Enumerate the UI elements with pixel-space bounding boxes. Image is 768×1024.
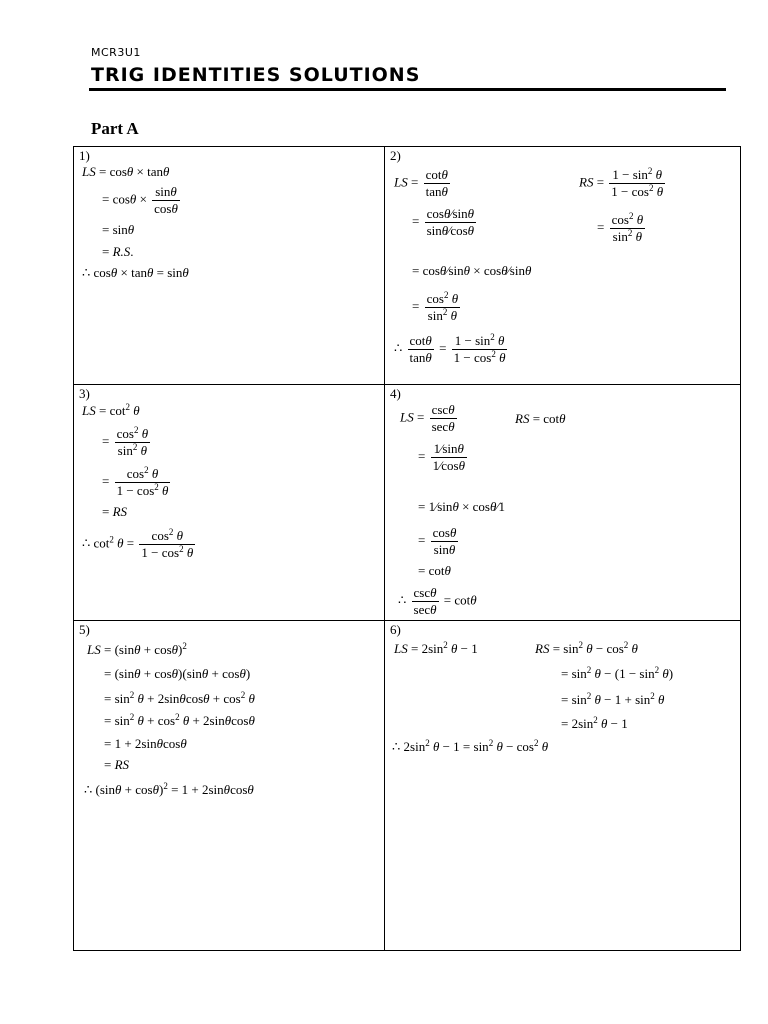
- row-divider-2: [73, 620, 741, 621]
- problem-4-number: 4): [390, 386, 401, 401]
- problem-6-number: 6): [390, 622, 401, 637]
- page-title: TRIG IDENTITIES SOLUTIONS: [91, 64, 421, 86]
- column-divider: [384, 146, 385, 951]
- problem-5-number: 5): [79, 622, 90, 637]
- course-code: MCR3U1: [91, 46, 141, 59]
- problem-1-number: 1): [79, 148, 90, 163]
- problem-3-number: 3): [79, 386, 90, 401]
- part-heading: Part A: [91, 119, 139, 138]
- row-divider-1: [73, 384, 741, 385]
- title-underline: [89, 88, 726, 91]
- problem-2-number: 2): [390, 148, 401, 163]
